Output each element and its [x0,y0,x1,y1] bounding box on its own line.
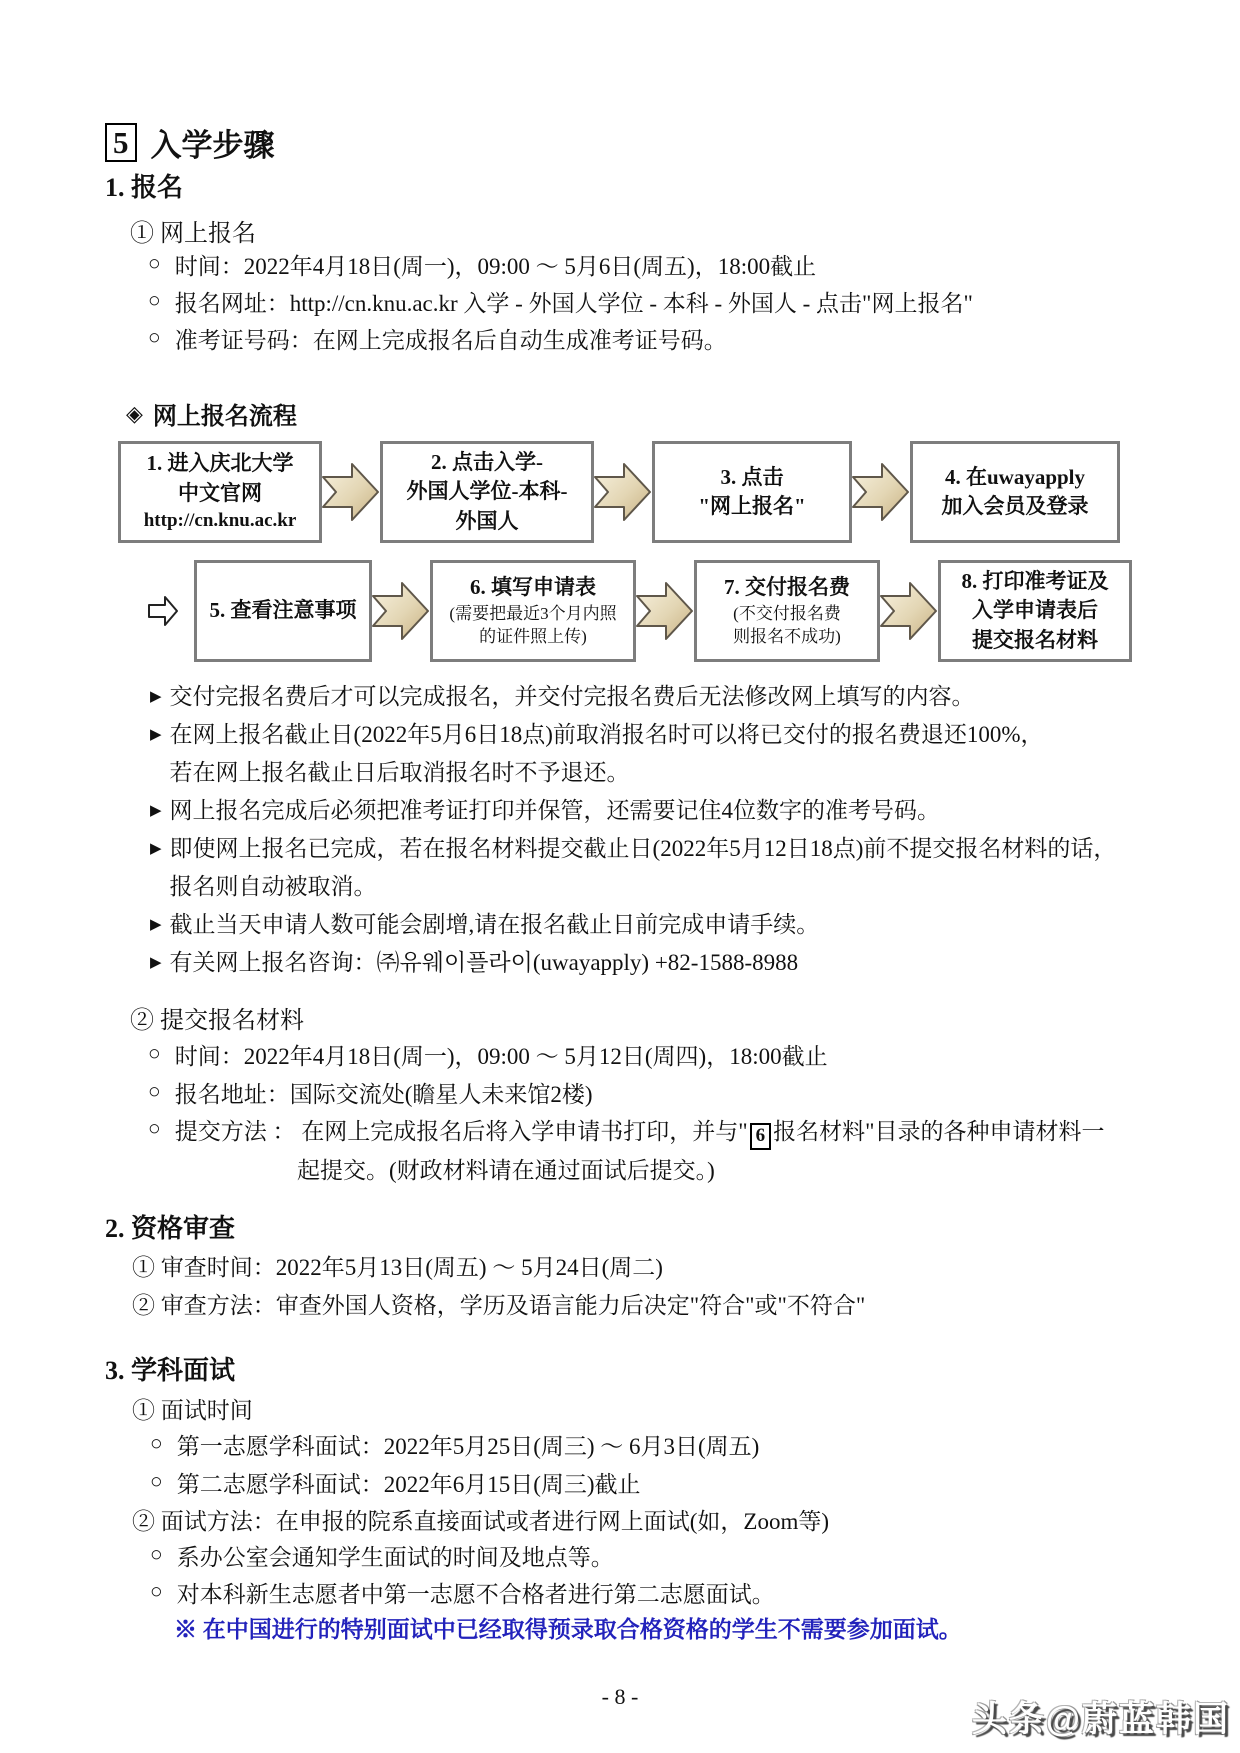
flow-arrow-icon [594,460,652,524]
flow-step-1: 1. 进入庆北大学 中文官网 http://cn.knu.ac.kr [118,441,322,543]
section2-heading: 2. 资格审查 [105,1214,236,1243]
note-item: ▶ 即使网上报名已完成，若在报名材料提交截止日(2022年5月12日18点)前不提交报名材料的话， 报名则自动被取消。 [150,830,1116,906]
section1-sub1-heading: ① 网上报名 [130,221,256,247]
list-item: ○ 时间：2022年4月18日(周一)，09:00 ～ 5月12日(周四)，18:00截止 [148,1038,828,1071]
bullet-triangle-icon: ▶ [150,955,162,971]
flow-row-1 [118,441,1120,543]
flow-step-7: 7. 交付报名费 (不交付报名费 则报名不成功) [694,560,880,662]
diamond-icon: ◈ [126,400,143,426]
flow-arrow-icon [636,579,694,643]
note-item: ▶ 截止当天申请人数可能会剧增,请在报名截止日前完成申请手续。 [150,906,1116,944]
title-box-number: 5 [105,123,137,163]
lead-arrow-icon [146,593,180,629]
section3-sub1-heading: ① 面试时间 [132,1398,253,1423]
flow-step-3: 3. 点击 "网上报名" [652,441,852,543]
flow-arrow-icon [880,579,938,643]
list-item-method: ○ 提交方法 ： 在网上完成报名后将入学申请书打印，并与" 6 报名材料"目录的各种申请材料一 [148,1113,1104,1150]
list-item: ○ 报名地址：国际交流处(瞻星人未来馆2楼) [148,1076,593,1109]
circle-marker-icon: ○ [150,1542,163,1566]
list-item: ○ 准考证号码：在网上完成报名后自动生成准考证号码。 [148,322,727,355]
note-item: ▶ 在网上报名截止日(2022年5月6日18点)前取消报名时可以将已交付的报名费退还100%， 若在网上报名截止日后取消报名时不予退还。 [150,716,1116,792]
bullet-triangle-icon: ▶ [150,841,162,857]
section1-heading: 1. 报名 [105,173,184,202]
circle-marker-icon: ○ [148,288,161,312]
bullet-triangle-icon: ▶ [150,803,162,819]
watermark: 头条@蔚蓝韩国 [971,1700,1230,1739]
flow-step-5: 5. 查看注意事项 [194,560,372,662]
flow-step-4: 4. 在uwayapply 加入会员及登录 [910,441,1120,543]
list-item: ② 审查方法：审查外国人资格，学历及语言能力后决定"符合"或"不符合" [132,1293,866,1318]
list-item: ○ 时间：2022年4月18日(周一)，09:00 ～ 5月6日(周五)，18:00截止 [148,248,816,281]
bullet-triangle-icon: ▶ [150,917,162,933]
special-interview-note: ※ 在中国进行的特别面试中已经取得预录取合格资格的学生不需要参加面试。 [174,1617,962,1642]
flow-step-6: 6. 填写申请表 (需要把最近3个月内照 的证件照上传) [430,560,636,662]
circle-marker-icon: ○ [148,325,161,349]
flow-arrow-icon [372,579,430,643]
circle-marker-icon: ○ [150,1579,163,1603]
circle-marker-icon: ○ [148,1079,161,1103]
circle-marker-icon: ○ [148,1116,161,1140]
flow-arrow-icon [322,460,380,524]
list-item: ○ 第一志愿学科面试：2022年5月25日(周三) ～ 6月3日(周五) [150,1428,759,1461]
list-item: ○ 对本科新生志愿者中第一志愿不合格者进行第二志愿面试。 [150,1576,775,1609]
section3-sub2-heading: ② 面试方法：在申报的院系直接面试或者进行网上面试(如，Zoom等) [132,1509,830,1534]
flow-row-2 [146,560,1132,662]
method-line2: 起提交。(财政材料请在通过面试后提交。) [297,1158,715,1183]
bullet-triangle-icon: ▶ [150,727,162,743]
bullet-triangle-icon: ▶ [150,689,162,705]
flow-step-8: 8. 打印准考证及 入学申请表后 提交报名材料 [938,560,1132,662]
section1-sub2-heading: ② 提交报名材料 [130,1008,304,1034]
notes-list [150,678,1116,982]
circle-marker-icon: ○ [150,1469,163,1493]
page-number: - 8 - [601,1684,639,1709]
circle-marker-icon: ○ [148,1041,161,1065]
note-item: ▶ 网上报名完成后必须把准考证打印并保管，还需要记住4位数字的准考号码。 [150,792,1116,830]
flow-step-2: 2. 点击入学- 外国人学位-本科- 外国人 [380,441,594,543]
page-title [105,120,275,165]
circle-marker-icon: ○ [148,251,161,275]
note-item: ▶ 有关网上报名咨询：㈜유웨이플라이(uwayapply) +82-1588-8988 [150,944,1116,982]
circle-marker-icon: ○ [150,1431,163,1455]
list-item: ○ 报名网址：http://cn.knu.ac.kr 入学 - 外国人学位 - 本科 - 外国人 - 点击"网上报名" [148,285,973,318]
list-item: ① 审查时间：2022年5月13日(周五) ～ 5月24日(周二) [132,1255,663,1280]
list-item: ○ 系办公室会通知学生面试的时间及地点等。 [150,1539,614,1572]
flow-heading: ◈ 网上报名流程 [126,400,297,430]
title-text: 入学步骤 [150,128,275,163]
list-item: ○ 第二志愿学科面试：2022年6月15日(周三)截止 [150,1466,641,1499]
section3-heading: 3. 学科面试 [105,1356,236,1385]
boxed-digit-6: 6 [750,1123,772,1150]
flow-arrow-icon [852,460,910,524]
note-item: ▶ 交付完报名费后才可以完成报名，并交付完报名费后无法修改网上填写的内容。 [150,678,1116,716]
